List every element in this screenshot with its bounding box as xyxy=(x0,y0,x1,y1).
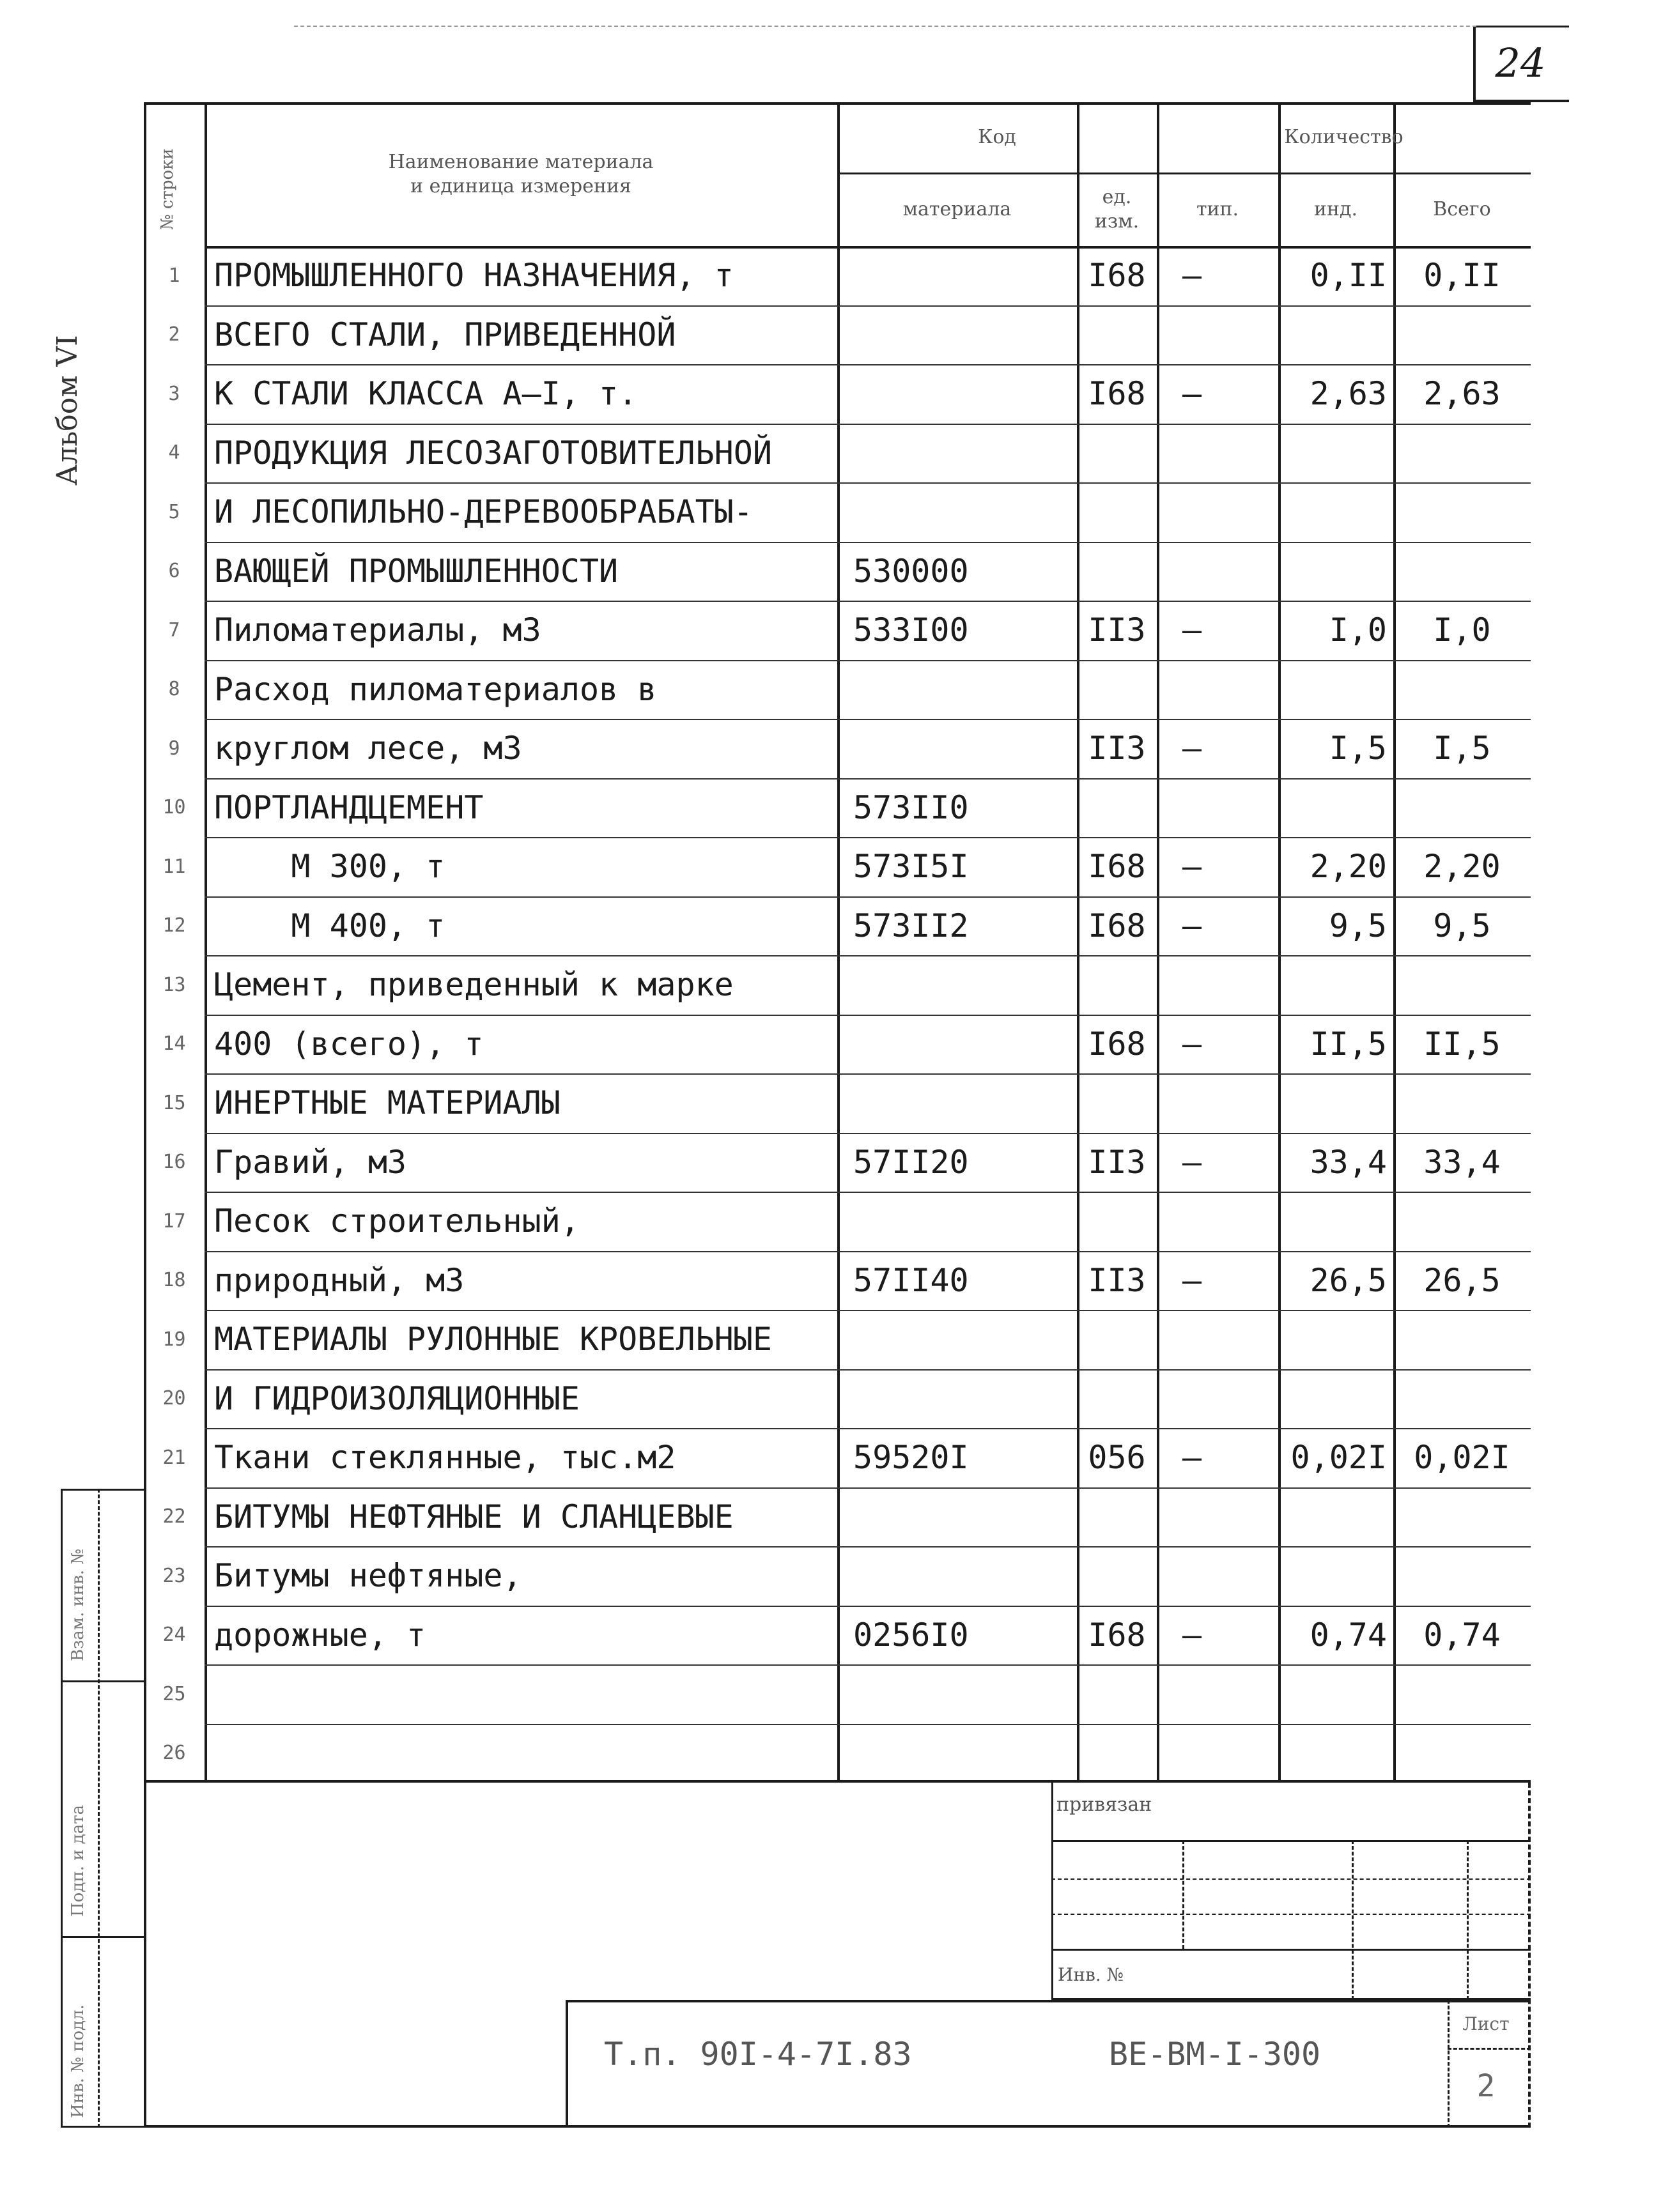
unit-code: II3 xyxy=(1088,1143,1146,1181)
unit-code: I68 xyxy=(1088,848,1146,886)
material-code xyxy=(853,1664,1071,1724)
material-name: Битумы нефтяные, xyxy=(214,1557,522,1595)
material-code: 573II0 xyxy=(853,788,969,826)
qty-individual: 0,II xyxy=(1310,257,1387,295)
material-name: М 400, т xyxy=(214,907,445,944)
qty-total xyxy=(1393,1073,1531,1133)
side-stamp xyxy=(61,1489,145,2128)
material-name: Гравий, м3 xyxy=(214,1143,407,1181)
material-code xyxy=(853,1073,1071,1133)
unit-code: I68 xyxy=(1088,257,1146,295)
binding-vline-2 xyxy=(1352,1840,1354,2000)
qty-total: 0,02I xyxy=(1414,1439,1510,1477)
unit-code: I68 xyxy=(1088,1616,1146,1654)
row-number: 9 xyxy=(168,737,180,760)
qty-typical: – xyxy=(1182,1025,1202,1063)
material-code: 59520I xyxy=(853,1439,969,1477)
material-code: 530000 xyxy=(853,552,969,590)
qty-individual: 0,02I xyxy=(1290,1439,1387,1477)
material-code xyxy=(853,424,1071,483)
binding-line-2 xyxy=(1051,1878,1531,1880)
material-name: БИТУМЫ НЕФТЯНЫЕ И СЛАНЦЕВЫЕ xyxy=(214,1498,734,1535)
qty-typical: – xyxy=(1182,907,1202,944)
qty-typical xyxy=(1157,1546,1227,1606)
row-number: 15 xyxy=(162,1091,186,1114)
material-name: Песок строительный, xyxy=(214,1202,580,1240)
qty-typical xyxy=(1157,1310,1227,1369)
material-code xyxy=(853,660,1071,719)
qty-typical xyxy=(1157,1724,1227,1783)
material-table xyxy=(144,102,1531,1783)
material-name: ИНЕРТНЫЕ МАТЕРИАЛЫ xyxy=(214,1084,561,1122)
material-code xyxy=(853,955,1071,1015)
qty-typical xyxy=(1157,305,1227,365)
material-name: И ЛЕСОПИЛЬНО-ДЕРЕВООБРАБАТЫ- xyxy=(214,493,753,531)
qty-typical xyxy=(1157,542,1227,601)
row-number: 3 xyxy=(168,382,180,405)
row-number: 1 xyxy=(168,264,180,287)
unit-code xyxy=(1077,1724,1157,1783)
material-code xyxy=(853,1369,1071,1429)
material-name xyxy=(214,1724,834,1783)
side-stamp-label-1: Взам. инв. № xyxy=(68,1549,88,1661)
qty-total xyxy=(1393,1546,1531,1606)
binding-vline-1 xyxy=(1182,1840,1184,1949)
header-code-material: материала xyxy=(902,197,1012,220)
unit-code: I68 xyxy=(1088,375,1146,413)
header-qty-tip: тип. xyxy=(1196,197,1239,220)
unit-code: 056 xyxy=(1088,1439,1146,1477)
qty-individual: 0,74 xyxy=(1310,1616,1387,1654)
row-number: 24 xyxy=(162,1624,186,1647)
sheet-label: Лист xyxy=(1462,2013,1510,2034)
qty-total xyxy=(1393,482,1531,542)
material-name: ВАЮЩЕЙ ПРОМЫШЛЕННОСТИ xyxy=(214,552,619,590)
material-name: И ГИДРОИЗОЛЯЦИОННЫЕ xyxy=(214,1379,580,1417)
qty-individual xyxy=(1278,1664,1387,1724)
unit-code: I68 xyxy=(1088,907,1146,944)
material-name: Расход пиломатериалов в xyxy=(214,670,657,708)
qty-total xyxy=(1393,1664,1531,1724)
document-code: ВЕ-ВМ-I-300 xyxy=(1109,2036,1321,2073)
column-divider xyxy=(837,102,840,1783)
row-number: 6 xyxy=(168,560,180,583)
material-code: 57II20 xyxy=(853,1143,969,1181)
row-number: 26 xyxy=(162,1742,186,1765)
row-number: 13 xyxy=(162,973,186,996)
qty-typical: – xyxy=(1182,1261,1202,1299)
header-code-unit: ед. изм. xyxy=(1094,186,1140,233)
material-code xyxy=(853,305,1071,365)
unit-code xyxy=(1077,1664,1157,1724)
material-code xyxy=(853,1724,1071,1783)
qty-typical xyxy=(1157,778,1227,838)
unit-code xyxy=(1077,1369,1157,1429)
row-number: 4 xyxy=(168,442,180,465)
material-name: ПОРТЛАНДЦЕМЕНТ xyxy=(214,788,484,826)
row-number: 22 xyxy=(162,1505,186,1528)
page-number-box xyxy=(1473,26,1569,102)
material-code: 57II40 xyxy=(853,1261,969,1299)
material-code: 533I00 xyxy=(853,611,969,649)
qty-typical xyxy=(1157,482,1227,542)
qty-individual: 2,20 xyxy=(1310,848,1387,886)
row-number: 11 xyxy=(162,855,186,878)
qty-individual xyxy=(1278,1310,1387,1369)
qty-individual xyxy=(1278,424,1387,483)
material-name: дорожные, т xyxy=(214,1616,426,1654)
qty-total: 2,63 xyxy=(1423,375,1501,413)
qty-total xyxy=(1393,778,1531,838)
material-name: Ткани стеклянные, тыс.м2 xyxy=(214,1439,676,1477)
side-stamp-label-3: Инв. № подл. xyxy=(68,2004,88,2118)
unit-code xyxy=(1077,1310,1157,1369)
page-number: 24 xyxy=(1495,39,1546,86)
qty-typical xyxy=(1157,424,1227,483)
qty-total xyxy=(1393,305,1531,365)
header-code: Код xyxy=(978,126,1016,149)
material-code xyxy=(853,246,1071,305)
row-number: 8 xyxy=(168,678,180,701)
qty-total: I,0 xyxy=(1433,611,1491,649)
qty-total xyxy=(1393,660,1531,719)
qty-individual: 33,4 xyxy=(1310,1143,1387,1181)
material-code xyxy=(853,1015,1071,1074)
material-name: МАТЕРИАЛЫ РУЛОННЫЕ КРОВЕЛЬНЫЕ xyxy=(214,1321,772,1358)
unit-code xyxy=(1077,1073,1157,1133)
qty-typical: – xyxy=(1182,730,1202,767)
binding-line-1 xyxy=(1051,1840,1531,1842)
inv-label: Инв. № xyxy=(1058,1963,1124,1985)
qty-individual: 2,63 xyxy=(1310,375,1387,413)
sheet-number: 2 xyxy=(1476,2068,1496,2104)
unit-code xyxy=(1077,660,1157,719)
qty-typical xyxy=(1157,955,1227,1015)
row-number: 23 xyxy=(162,1564,186,1587)
material-code xyxy=(853,364,1071,424)
header-row-number: № строки xyxy=(158,148,177,230)
unit-code: II3 xyxy=(1088,730,1146,767)
qty-individual xyxy=(1278,1369,1387,1429)
material-code xyxy=(853,1192,1071,1251)
qty-individual xyxy=(1278,955,1387,1015)
qty-individual xyxy=(1278,542,1387,601)
side-stamp-line-2 xyxy=(61,1936,145,1938)
qty-individual xyxy=(1278,660,1387,719)
material-code: 0256I0 xyxy=(853,1616,969,1654)
qty-typical xyxy=(1157,1487,1227,1547)
qty-individual xyxy=(1278,305,1387,365)
qty-individual xyxy=(1278,1192,1387,1251)
material-name: Цемент, приведенный к марке xyxy=(214,966,734,1004)
header-quantity: Количество xyxy=(1284,126,1403,149)
row-number: 2 xyxy=(168,323,180,346)
binding-line-4 xyxy=(1051,1949,1531,1951)
qty-individual: II,5 xyxy=(1310,1025,1387,1063)
qty-total: 26,5 xyxy=(1423,1261,1501,1299)
qty-individual: I,5 xyxy=(1329,730,1387,767)
qty-total: 2,20 xyxy=(1423,848,1501,886)
qty-typical xyxy=(1157,1073,1227,1133)
header-name: Наименование материала и единица измерения xyxy=(388,151,654,197)
material-name: М 300, т xyxy=(214,848,445,886)
material-name: 400 (всего), т xyxy=(214,1025,484,1063)
qty-individual xyxy=(1278,1546,1387,1606)
unit-code xyxy=(1077,1546,1157,1606)
qty-total: 0,74 xyxy=(1423,1616,1501,1654)
qty-individual xyxy=(1278,482,1387,542)
row-number: 17 xyxy=(162,1210,186,1233)
qty-typical: – xyxy=(1182,1439,1202,1477)
qty-total xyxy=(1393,1369,1531,1429)
row-number: 10 xyxy=(162,796,186,819)
qty-total xyxy=(1393,1192,1531,1251)
qty-total xyxy=(1393,1724,1531,1783)
row-number: 14 xyxy=(162,1033,186,1056)
row-number: 12 xyxy=(162,914,186,937)
qty-individual xyxy=(1278,1487,1387,1547)
binding-label: привязан xyxy=(1056,1793,1152,1816)
unit-code xyxy=(1077,778,1157,838)
header-qty-total: Всего xyxy=(1433,197,1491,220)
qty-total xyxy=(1393,1487,1531,1547)
qty-individual: I,0 xyxy=(1329,611,1387,649)
material-name: К СТАЛИ КЛАССА А–I, т. xyxy=(214,375,638,413)
qty-total xyxy=(1393,542,1531,601)
qty-typical: – xyxy=(1182,375,1202,413)
row-number: 5 xyxy=(168,500,180,523)
binding-vline-3 xyxy=(1467,1840,1469,2000)
side-stamp-divider xyxy=(98,1489,100,2128)
qty-total: 9,5 xyxy=(1433,907,1491,944)
row-number: 21 xyxy=(162,1446,186,1469)
material-code xyxy=(853,1487,1071,1547)
column-divider xyxy=(205,102,207,1783)
binding-line-3 xyxy=(1051,1914,1531,1915)
unit-code: I68 xyxy=(1088,1025,1146,1063)
unit-code xyxy=(1077,1487,1157,1547)
material-name: природный, м3 xyxy=(214,1261,465,1299)
row-number: 7 xyxy=(168,618,180,641)
qty-typical: – xyxy=(1182,1143,1202,1181)
qty-individual: 9,5 xyxy=(1329,907,1387,944)
qty-total xyxy=(1393,1310,1531,1369)
qty-total: I,5 xyxy=(1433,730,1491,767)
qty-individual xyxy=(1278,1073,1387,1133)
qty-typical xyxy=(1157,660,1227,719)
qty-individual xyxy=(1278,778,1387,838)
material-name xyxy=(214,1664,834,1724)
header-qty-ind: инд. xyxy=(1314,197,1357,220)
unit-code: II3 xyxy=(1088,611,1146,649)
qty-typical xyxy=(1157,1369,1227,1429)
qty-total xyxy=(1393,955,1531,1015)
material-name: ПРОДУКЦИЯ ЛЕСОЗАГОТОВИТЕЛЬНОЙ xyxy=(214,434,772,472)
unit-code xyxy=(1077,424,1157,483)
qty-typical xyxy=(1157,1664,1227,1724)
material-name: круглом лесе, м3 xyxy=(214,730,522,767)
unit-code xyxy=(1077,482,1157,542)
material-code xyxy=(853,1546,1071,1606)
row-number: 20 xyxy=(162,1387,186,1410)
side-stamp-label-2: Подп. и дата xyxy=(68,1804,88,1917)
qty-total: 0,II xyxy=(1423,257,1501,295)
qty-total: II,5 xyxy=(1423,1025,1501,1063)
material-code xyxy=(853,1310,1071,1369)
qty-individual: 26,5 xyxy=(1310,1261,1387,1299)
project-code: Т.п. 90I-4-7I.83 xyxy=(604,2036,912,2073)
unit-code: II3 xyxy=(1088,1261,1146,1299)
unit-code xyxy=(1077,1192,1157,1251)
material-code xyxy=(853,482,1071,542)
qty-total xyxy=(1393,424,1531,483)
unit-code xyxy=(1077,305,1157,365)
material-name: ВСЕГО СТАЛИ, ПРИВЕДЕННОЙ xyxy=(214,316,676,353)
qty-individual xyxy=(1278,1724,1387,1783)
title-block xyxy=(144,1783,1531,2128)
sheet-line xyxy=(1448,2048,1531,2050)
row-number: 25 xyxy=(162,1682,186,1705)
qty-typical: – xyxy=(1182,1616,1202,1654)
material-code: 573I5I xyxy=(853,848,969,886)
row-number: 16 xyxy=(162,1151,186,1174)
qty-typical: – xyxy=(1182,848,1202,886)
side-stamp-line-1 xyxy=(61,1680,145,1682)
row-number: 18 xyxy=(162,1269,186,1292)
album-label: Альбом VI xyxy=(51,335,84,486)
row-number: 19 xyxy=(162,1328,186,1351)
qty-typical: – xyxy=(1182,257,1202,295)
qty-total: 33,4 xyxy=(1423,1143,1501,1181)
top-rule xyxy=(294,26,1476,27)
material-code xyxy=(853,719,1071,778)
material-code: 573II2 xyxy=(853,907,969,944)
material-name: Пиломатериалы, м3 xyxy=(214,611,541,649)
unit-code xyxy=(1077,542,1157,601)
unit-code xyxy=(1077,955,1157,1015)
qty-typical xyxy=(1157,1192,1227,1251)
material-name: ПРОМЫШЛЕННОГО НАЗНАЧЕНИЯ, т xyxy=(214,257,734,295)
qty-typical: – xyxy=(1182,611,1202,649)
